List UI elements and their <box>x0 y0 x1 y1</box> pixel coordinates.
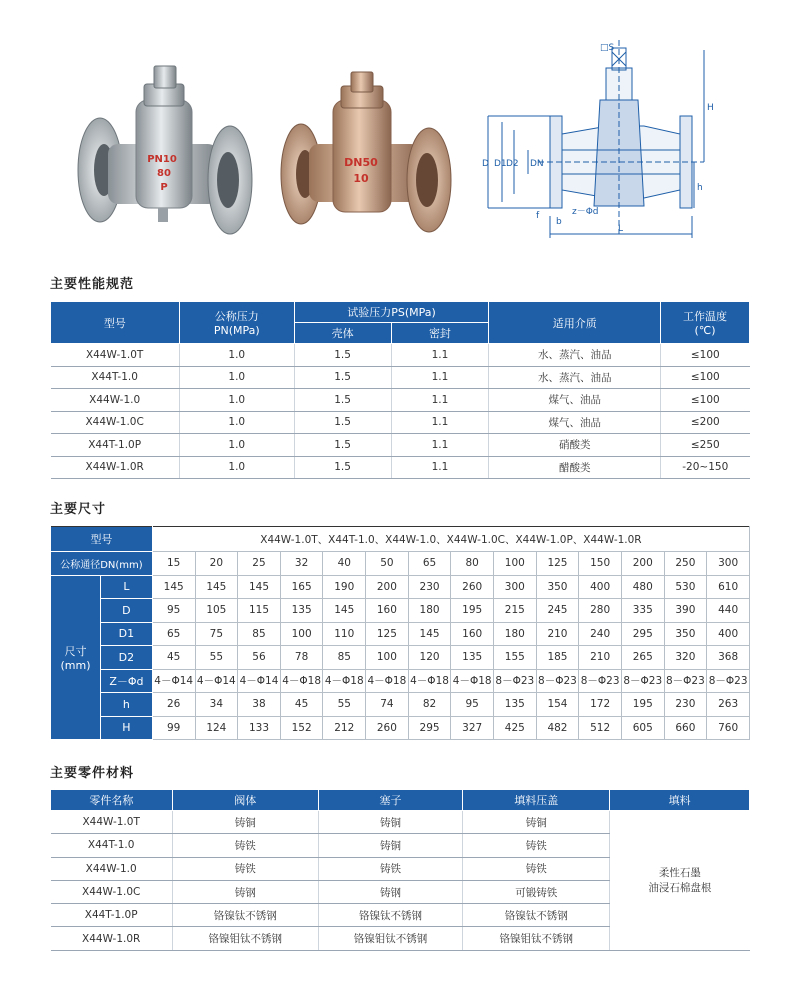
valve1-marking-size: 80 <box>157 168 171 179</box>
dn-cell: 200 <box>621 552 664 576</box>
table-row <box>51 389 750 412</box>
table-cell: 480 <box>621 575 664 599</box>
table-cell: 65 <box>152 622 195 646</box>
table-cell: 1.1 <box>391 434 489 457</box>
table-cell: 56 <box>238 646 281 670</box>
table-cell: 368 <box>707 646 750 670</box>
dim-dn-label: 公称通径DN(mm) <box>51 552 153 576</box>
materials-header: 填料压盖 <box>463 790 610 811</box>
table-cell: 105 <box>195 599 238 623</box>
table-cell: 425 <box>494 716 537 740</box>
valve1-marking-p: P <box>160 182 168 193</box>
table-cell: 440 <box>707 599 750 623</box>
table-cell: 160 <box>366 599 409 623</box>
dim-label-D1: D1 <box>494 159 507 169</box>
dim-size-label-line2: (mm) <box>60 658 91 672</box>
table-cell: 可锻铸铁 <box>463 880 610 903</box>
table-row <box>51 575 750 599</box>
dim-model-label: 型号 <box>51 527 153 552</box>
table-cell: 295 <box>621 622 664 646</box>
table-cell: 1.5 <box>294 434 391 457</box>
table-row <box>51 716 750 740</box>
table-row <box>51 811 750 834</box>
table-cell: 78 <box>280 646 323 670</box>
materials-header: 阀体 <box>172 790 318 811</box>
table-cell: 铬镍钼钛不锈钢 <box>318 927 463 950</box>
table-cell: 1.0 <box>179 389 294 412</box>
table-cell: X44W-1.0 <box>51 389 180 412</box>
table-cell: 82 <box>408 693 451 717</box>
table-cell: ≤250 <box>661 434 750 457</box>
table-cell: 铸铁 <box>318 857 463 880</box>
dn-cell: 80 <box>451 552 494 576</box>
table-cell: 135 <box>494 693 537 717</box>
table-cell: 煤气、油品 <box>489 389 661 412</box>
dim-row-label: H <box>100 716 152 740</box>
dn-cell: 20 <box>195 552 238 576</box>
table-cell: 26 <box>152 693 195 717</box>
table-cell: 1.0 <box>179 456 294 479</box>
table-cell: 265 <box>621 646 664 670</box>
table-cell: 8－Φ23 <box>579 669 622 693</box>
table-cell: X44W-1.0 <box>51 857 173 880</box>
performance-table <box>50 301 750 479</box>
table-cell: 482 <box>536 716 579 740</box>
table-cell: 155 <box>494 646 537 670</box>
table-cell: 135 <box>280 599 323 623</box>
table-cell: 煤气、油品 <box>489 411 661 434</box>
table-cell: 铸铁 <box>463 857 610 880</box>
table-cell: 145 <box>152 575 195 599</box>
table-cell: 210 <box>579 646 622 670</box>
table-cell: X44W-1.0R <box>51 927 173 950</box>
table-cell: 120 <box>408 646 451 670</box>
header-nominal-pressure: 公称压力 PN(MPa) <box>179 302 294 344</box>
table-cell: 1.1 <box>391 456 489 479</box>
dim-label-D2: D2 <box>506 159 519 169</box>
table-cell: 85 <box>238 622 281 646</box>
dimension-table-body <box>51 527 750 740</box>
valve-photo-silver <box>74 62 256 237</box>
packing-line2: 油浸石棉盘根 <box>648 882 712 895</box>
table-cell: 295 <box>408 716 451 740</box>
table-cell: -20~150 <box>661 456 750 479</box>
dimension-table <box>50 526 750 740</box>
table-cell: 260 <box>366 716 409 740</box>
table-cell: 152 <box>280 716 323 740</box>
dn-cell: 50 <box>366 552 409 576</box>
table-cell: 铬镍钼钛不锈钢 <box>463 927 610 950</box>
table-cell: 4－Φ18 <box>408 669 451 693</box>
table-cell: X44W-1.0R <box>51 456 180 479</box>
table-cell: 硝酸类 <box>489 434 661 457</box>
table-row <box>51 646 750 670</box>
table-cell: 铸铁 <box>172 857 318 880</box>
table-cell: 8－Φ23 <box>707 669 750 693</box>
table-cell: 4－Φ18 <box>366 669 409 693</box>
table-cell: 400 <box>579 575 622 599</box>
table-cell: 180 <box>408 599 451 623</box>
table-cell: 55 <box>323 693 366 717</box>
dim-label-h: h <box>697 183 703 193</box>
header-test-pressure: 试验压力PS(MPa) <box>294 302 489 323</box>
table-cell: 99 <box>152 716 195 740</box>
table-cell: 1.1 <box>391 344 489 367</box>
dim-models: X44W-1.0T、X44T-1.0、X44W-1.0、X44W-1.0C、X44W-1.0P、X44W-1.0R <box>152 527 749 552</box>
dn-cell: 125 <box>536 552 579 576</box>
table-cell: X44T-1.0 <box>51 834 173 857</box>
table-cell: 8－Φ23 <box>621 669 664 693</box>
valve-section-drawing <box>468 38 720 250</box>
table-cell: 400 <box>707 622 750 646</box>
table-cell: 263 <box>707 693 750 717</box>
table-cell: 75 <box>195 622 238 646</box>
dim-label-s: □S <box>600 43 615 53</box>
header-shell: 壳体 <box>294 323 391 344</box>
table-cell: 327 <box>451 716 494 740</box>
table-cell: 512 <box>579 716 622 740</box>
table-cell: X44T-1.0P <box>51 434 180 457</box>
table-cell: 300 <box>494 575 537 599</box>
table-cell: 115 <box>238 599 281 623</box>
table-cell: ≤100 <box>661 344 750 367</box>
table-cell: 245 <box>536 599 579 623</box>
table-row <box>51 693 750 717</box>
table-cell: 240 <box>579 622 622 646</box>
packing-cell <box>610 811 750 951</box>
table-cell: 530 <box>664 575 707 599</box>
table-cell: 铸铜 <box>172 811 318 834</box>
dn-cell: 300 <box>707 552 750 576</box>
table-cell: 1.5 <box>294 389 391 412</box>
table-cell: 铸铜 <box>318 834 463 857</box>
table-cell: 190 <box>323 575 366 599</box>
dim-size-label-line1: 尺寸 <box>64 644 87 658</box>
table-cell: 145 <box>323 599 366 623</box>
table-cell: 铬镍钛不锈钢 <box>463 904 610 927</box>
dn-cell: 250 <box>664 552 707 576</box>
dn-cell: 32 <box>280 552 323 576</box>
valve2-marking-dn: DN50 <box>344 156 378 169</box>
table-cell: 133 <box>238 716 281 740</box>
dim-row-label: Z－Φd <box>100 669 152 693</box>
dn-cell: 150 <box>579 552 622 576</box>
section-title-performance: 主要性能规范 <box>50 277 135 292</box>
header-working-temp: 工作温度 (℃) <box>661 302 750 344</box>
table-cell: X44T-1.0 <box>51 366 180 389</box>
section-title-materials: 主要零件材料 <box>50 766 135 781</box>
table-row <box>51 434 750 457</box>
dim-row-label: L <box>100 575 152 599</box>
table-cell: 铸铜 <box>318 811 463 834</box>
dim-row-label: D <box>100 599 152 623</box>
table-cell: 145 <box>238 575 281 599</box>
table-cell: 1.0 <box>179 366 294 389</box>
dim-label-D: D <box>482 159 489 169</box>
table-cell: 124 <box>195 716 238 740</box>
table-cell: 165 <box>280 575 323 599</box>
table-cell: 154 <box>536 693 579 717</box>
dn-cell: 40 <box>323 552 366 576</box>
header-model: 型号 <box>51 302 180 344</box>
table-cell: X44W-1.0C <box>51 880 173 903</box>
table-cell: 195 <box>621 693 664 717</box>
dn-cell: 100 <box>494 552 537 576</box>
table-cell: X44W-1.0T <box>51 344 180 367</box>
dim-label-b: b <box>556 217 562 227</box>
table-cell: 180 <box>494 622 537 646</box>
table-cell: 100 <box>280 622 323 646</box>
table-row <box>51 411 750 434</box>
table-cell: 1.5 <box>294 344 391 367</box>
table-cell: 4－Φ14 <box>195 669 238 693</box>
table-cell: 1.1 <box>391 366 489 389</box>
table-cell: X44W-1.0C <box>51 411 180 434</box>
table-cell: 335 <box>621 599 664 623</box>
table-cell: 铸铁 <box>172 834 318 857</box>
table-cell: 100 <box>366 646 409 670</box>
table-cell: 铸钢 <box>318 880 463 903</box>
dim-size-label <box>51 575 101 740</box>
table-cell: 4－Φ18 <box>451 669 494 693</box>
table-cell: 185 <box>536 646 579 670</box>
table-cell: 铸铜 <box>463 811 610 834</box>
table-cell: 135 <box>451 646 494 670</box>
table-row <box>51 366 750 389</box>
table-cell: 145 <box>408 622 451 646</box>
table-cell: ≤100 <box>661 389 750 412</box>
materials-table <box>50 789 750 951</box>
table-cell: 34 <box>195 693 238 717</box>
table-row <box>51 669 750 693</box>
table-cell: 320 <box>664 646 707 670</box>
table-cell: 1.1 <box>391 389 489 412</box>
table-cell: 200 <box>366 575 409 599</box>
table-cell: 195 <box>451 599 494 623</box>
dn-cell: 25 <box>238 552 281 576</box>
dim-label-f: f <box>536 211 540 221</box>
valve1-marking-pn: PN10 <box>147 154 177 165</box>
table-cell: 1.0 <box>179 411 294 434</box>
table-cell: 230 <box>408 575 451 599</box>
table-cell: 1.1 <box>391 411 489 434</box>
section-title-dimensions: 主要尺寸 <box>50 502 107 517</box>
header-seal: 密封 <box>391 323 489 344</box>
materials-header: 填料 <box>610 790 750 811</box>
table-cell: 8－Φ23 <box>664 669 707 693</box>
header-medium: 适用介质 <box>489 302 661 344</box>
table-cell: 110 <box>323 622 366 646</box>
table-cell: 1.0 <box>179 434 294 457</box>
table-cell: 水、蒸汽、油品 <box>489 366 661 389</box>
table-cell: 1.5 <box>294 366 391 389</box>
table-cell: 4－Φ18 <box>323 669 366 693</box>
table-cell: 1.0 <box>179 344 294 367</box>
table-cell: 4－Φ14 <box>238 669 281 693</box>
table-cell: 125 <box>366 622 409 646</box>
table-cell: 85 <box>323 646 366 670</box>
table-cell: 660 <box>664 716 707 740</box>
table-cell: 610 <box>707 575 750 599</box>
table-cell: 铸钢 <box>172 880 318 903</box>
table-cell: 8－Φ23 <box>494 669 537 693</box>
table-cell: 铬镍钛不锈钢 <box>172 904 318 927</box>
table-cell: 350 <box>536 575 579 599</box>
table-row <box>51 344 750 367</box>
table-cell: 45 <box>280 693 323 717</box>
valve2-marking-pn: 10 <box>353 172 369 185</box>
table-cell: 210 <box>536 622 579 646</box>
table-cell: 160 <box>451 622 494 646</box>
dim-row-label: D2 <box>100 646 152 670</box>
table-cell: 醋酸类 <box>489 456 661 479</box>
table-cell: 215 <box>494 599 537 623</box>
table-cell: 55 <box>195 646 238 670</box>
table-cell: ≤200 <box>661 411 750 434</box>
table-cell: 水、蒸汽、油品 <box>489 344 661 367</box>
table-cell: 605 <box>621 716 664 740</box>
table-cell: X44T-1.0P <box>51 904 173 927</box>
table-cell: 8－Φ23 <box>536 669 579 693</box>
table-cell: 74 <box>366 693 409 717</box>
table-cell: 280 <box>579 599 622 623</box>
packing-line1: 柔性石墨 <box>658 867 701 880</box>
table-cell: 212 <box>323 716 366 740</box>
table-cell: 铬镍钼钛不锈钢 <box>172 927 318 950</box>
dim-label-zd: z－Φd <box>572 207 599 217</box>
dim-row-label: h <box>100 693 152 717</box>
table-cell: 390 <box>664 599 707 623</box>
dim-label-L: L <box>618 224 624 234</box>
dn-cell: 15 <box>152 552 195 576</box>
dim-row-label: D1 <box>100 622 152 646</box>
table-cell: 1.5 <box>294 411 391 434</box>
table-cell: 38 <box>238 693 281 717</box>
materials-header: 塞子 <box>318 790 463 811</box>
table-cell: ≤100 <box>661 366 750 389</box>
table-row <box>51 456 750 479</box>
table-row <box>51 599 750 623</box>
table-cell: 铬镍钛不锈钢 <box>318 904 463 927</box>
table-cell: 350 <box>664 622 707 646</box>
table-cell: 172 <box>579 693 622 717</box>
table-row <box>51 622 750 646</box>
table-cell: 95 <box>451 693 494 717</box>
table-cell: 铸铁 <box>463 834 610 857</box>
valve-photo-bronze <box>277 70 453 235</box>
table-cell: 4－Φ18 <box>280 669 323 693</box>
table-cell: 95 <box>152 599 195 623</box>
table-cell: 4－Φ14 <box>152 669 195 693</box>
dn-cell: 65 <box>408 552 451 576</box>
table-cell: 1.5 <box>294 456 391 479</box>
table-cell: 760 <box>707 716 750 740</box>
table-cell: 230 <box>664 693 707 717</box>
table-cell: 260 <box>451 575 494 599</box>
table-cell: X44W-1.0T <box>51 811 173 834</box>
table-cell: 45 <box>152 646 195 670</box>
table-cell: 145 <box>195 575 238 599</box>
materials-header: 零件名称 <box>51 790 173 811</box>
dim-label-H: H <box>707 103 714 113</box>
dim-label-DN: DN <box>530 159 544 169</box>
materials-table-body <box>51 811 750 951</box>
performance-table-body <box>51 344 750 479</box>
